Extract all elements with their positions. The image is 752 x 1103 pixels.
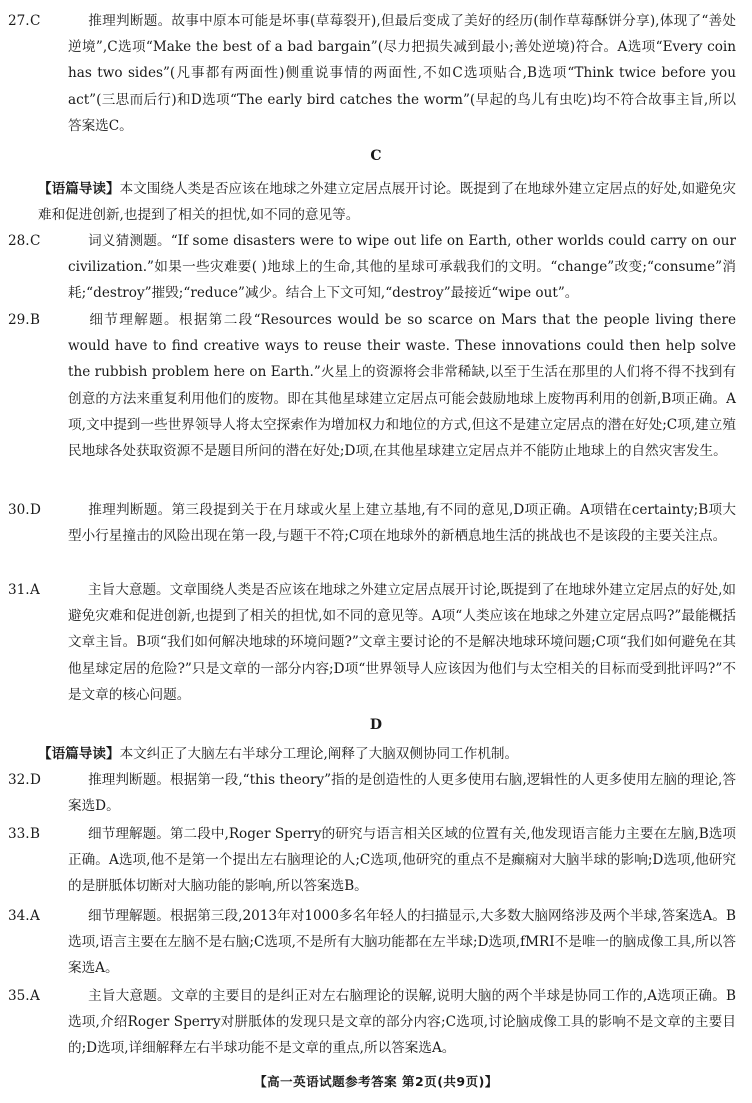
answer-explanation: 推理判断题。故事中原本可能是坏事(草莓裂开),但最后变成了美好的经历(制作草莓酥饼分享),体现了“善处逆境”,C选项“Make the best of a bad bargain”(尽力把损失减到最小;善处逆境)符合。A选项“Every coin has two sides”(凡事都有两面性)侧重说事情的两面性,不如C选项贴合,B选项“Think twice before you act”(三思而后行)和D选项“The early bird catches the worm”(早起的鸟儿有虫吃)均不符合故事主旨,所以答案选C。: [68, 13, 736, 134]
answer-option: A: [30, 908, 40, 924]
question-number: 27.: [8, 13, 30, 29]
answer-option: C: [30, 233, 41, 249]
answer-27: [8, 8, 736, 139]
answer-option: B: [30, 312, 40, 328]
answer-option: C: [30, 13, 41, 29]
answer-option: A: [30, 582, 40, 598]
section-c-title: C: [370, 148, 382, 164]
answer-explanation: 词义猜测题。“If some disasters were to wipe out life on Earth, other worlds could carry on our civilization.”如果一些灾难要( )地球上的生命,其他的星球可承载我们的文明。“change”改变;“consume”消耗;“destroy”摧毁;“reduce”减少。结合上下文可知,“destroy”最接近“wipe out”。: [68, 233, 736, 302]
answer-option: D: [30, 772, 41, 788]
page-footer: 【高一英语试题参考答案 第2页(共9页)】: [254, 1074, 498, 1089]
section-d-guide: [38, 741, 736, 767]
answer-31: [8, 577, 736, 708]
guide-tag: 【语篇导读】: [38, 181, 120, 197]
answer-explanation: 细节理解题。根据第三段,2013年对1000多名年轻人的扫描显示,大多数大脑网络涉及两个半球,答案选A。B选项,语言主要在左脑不是右脑;C选项,不是所有大脑功能都在左半球;D选项,fMRI不是唯一的脑成像工具,所以答案选A。: [68, 908, 736, 977]
question-number: 31.: [8, 582, 30, 598]
answer-explanation: 主旨大意题。文章围绕人类是否应该在地球之外建立定居点展开讨论,既提到了在地球外建立定居点的好处,如避免灾难和促进创新,也提到了相关的担忧,如不同的意见等。A项“人类应该在地球之外建立定居点吗?”最能概括文章主旨。B项“我们如何解决地球的环境问题?”文章主要讨论的不是解决地球环境问题;C项“我们如何避免在其他星球定居的危险?”只是文章的一部分内容;D项“世界领导人应该因为他们与太空相关的目标而受到批评吗?”不是文章的核心问题。: [68, 582, 736, 703]
question-number: 28.: [8, 233, 30, 249]
answer-explanation: 细节理解题。根据第二段“Resources would be so scarce on Mars that the people living there would have to find creative ways to reuse their waste. These innovations could then help solve the rubbish problem here on Earth.”火星上的资源将会非常稀缺,以至于生活在那里的人们将不得不找到有创意的方法来重复利用他们的废物。即在其他星球建立定居点可能会鼓励地球上废物再利用的创新,B项正确。A项,文中提到一些世界领导人将太空探索作为增加权力和地位的方式,但这不是建立定居点的潜在好处;C项,建立殖民地球各处获取资源不是题目所问的潜在好处;D项,在其他星球建立定居点并不能防止地球上的自然灾害发生。: [68, 312, 736, 460]
question-number: 30.: [8, 502, 30, 518]
answer-option: A: [30, 988, 40, 1004]
answer-29: [8, 307, 736, 464]
section-c-guide: [38, 176, 736, 228]
answer-28: [8, 228, 736, 307]
guide-text: 本文纠正了大脑左右半球分工理论,阐释了大脑双侧协同工作机制。: [119, 746, 519, 762]
answer-option: B: [30, 826, 40, 842]
answer-35: [8, 983, 736, 1062]
answer-explanation: 推理判断题。根据第一段,“this theory”指的是创造性的人更多使用右脑,逻辑性的人更多使用左脑的理论,答案选D。: [68, 772, 736, 815]
question-number: 34.: [8, 908, 30, 924]
question-number: 33.: [8, 826, 30, 842]
answer-option: D: [30, 502, 41, 518]
guide-tag: 【语篇导读】: [38, 746, 120, 762]
answer-32: [8, 767, 736, 819]
answer-34: [8, 903, 736, 982]
answer-explanation: 推理判断题。第三段提到关于在月球或火星上建立基地,有不同的意见,D项正确。A项错在certainty;B项大型小行星撞击的风险出现在第一段,与题干不符;C项在地球外的新栖息地生活的挑战也不是该段的主要关注点。: [68, 502, 736, 545]
question-number: 32.: [8, 772, 30, 788]
guide-text: 本文围绕人类是否应该在地球之外建立定居点展开讨论。既提到了在地球外建立定居点的好处,如避免灾难和促进创新,也提到了相关的担忧,如不同的意见等。: [38, 181, 736, 224]
answer-33: [8, 821, 736, 900]
answer-30: [8, 497, 736, 549]
answer-explanation: 细节理解题。第二段中,Roger Sperry的研究与语言相关区域的位置有关,他发现语言能力主要在左脑,B选项正确。A选项,他不是第一个提出左右脑理论的人;C选项,他研究的重点不是癫痫对大脑半球的影响;D选项,他研究的是胼胝体切断对大脑功能的影响,所以答案选B。: [68, 826, 736, 895]
question-number: 35.: [8, 988, 30, 1004]
answer-explanation: 主旨大意题。文章的主要目的是纠正对左右脑理论的误解,说明大脑的两个半球是协同工作的,A选项正确。B选项,介绍Roger Sperry对胼胝体的发现只是文章的部分内容;C选项,讨论脑成像工具的影响不是文章的主要目的;D选项,详细解释左右半球功能不是文章的重点,所以答案选A。: [68, 988, 736, 1057]
section-d-title: D: [369, 717, 383, 733]
question-number: 29.: [8, 312, 30, 328]
